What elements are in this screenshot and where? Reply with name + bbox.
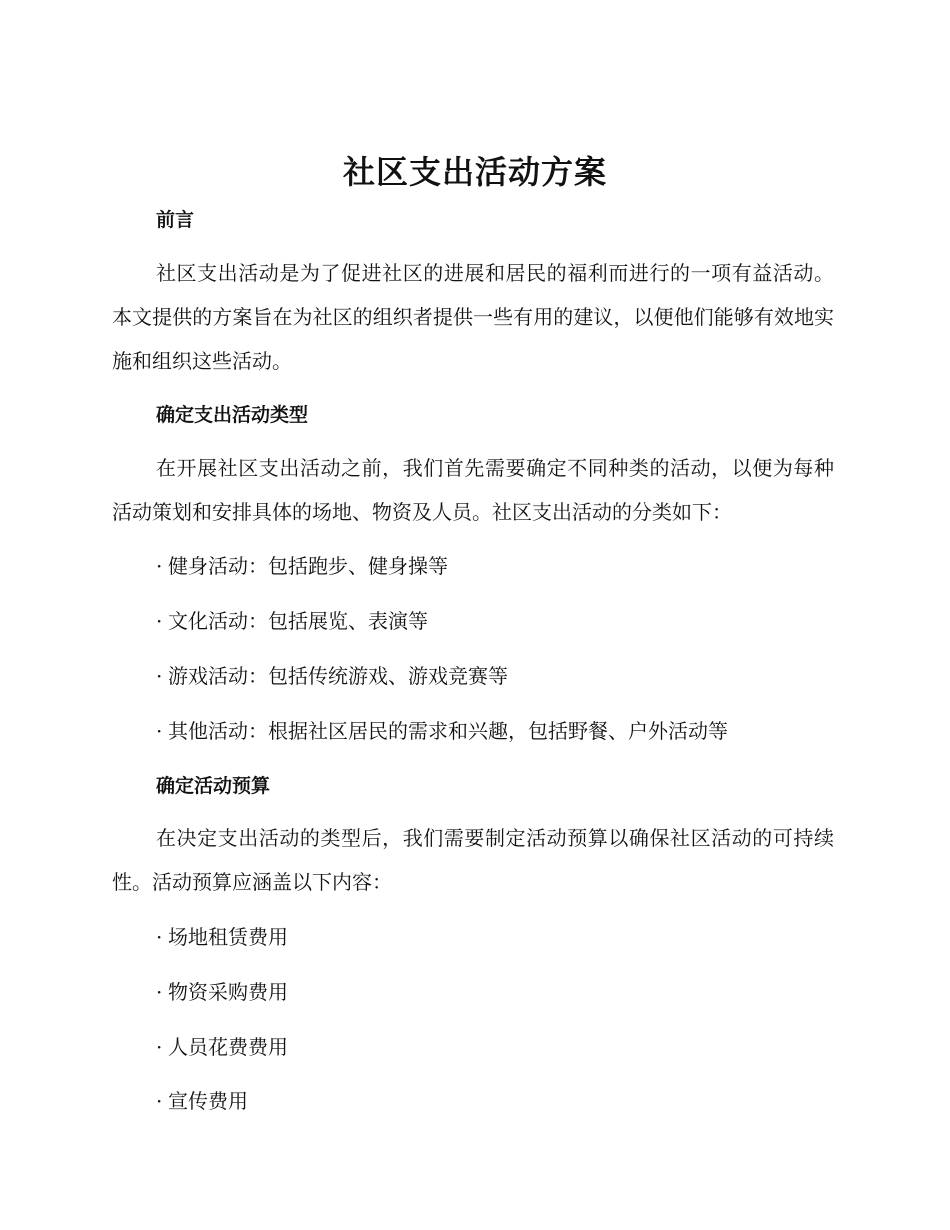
- section-heading-activity-types: 确定支出活动类型: [156, 404, 309, 426]
- bullet-glyph: ·: [156, 980, 163, 1004]
- bullet-glyph: ·: [156, 925, 163, 949]
- section-paragraph-activity-types: 在开展社区支出活动之前，我们首先需要确定不同种类的活动，以便为每种活动策划和安排具体的场地、物资及人员。社区支出活动的分类如下：: [112, 456, 834, 524]
- list-item-text: 游戏活动：包括传统游戏、游戏竞赛等: [168, 664, 508, 688]
- list-item-text: 人员花费费用: [168, 1035, 288, 1059]
- list-item-text: 文化活动：包括展览、表演等: [168, 609, 428, 633]
- list-item: [156, 1033, 288, 1061]
- list-item-text: 宣传费用: [168, 1089, 248, 1113]
- bullet-glyph: ·: [156, 1035, 163, 1059]
- list-item: [156, 978, 288, 1006]
- bullet-glyph: ·: [156, 1089, 163, 1113]
- bullet-glyph: ·: [156, 664, 163, 688]
- bullet-glyph: ·: [156, 554, 163, 578]
- list-item: [156, 923, 288, 951]
- list-item-text: 场地租赁费用: [168, 925, 288, 949]
- document-title: 社区支出活动方案: [342, 153, 607, 191]
- section-heading-preface: 前言: [156, 209, 195, 231]
- section-paragraph-budget: 在决定支出活动的类型后，我们需要制定活动预算以确保社区活动的可持续性。活动预算应涵盖以下内容：: [112, 826, 834, 894]
- list-item: [156, 607, 428, 635]
- list-item-text: 物资采购费用: [168, 980, 288, 1004]
- bullet-glyph: ·: [156, 609, 163, 633]
- list-item: [156, 662, 508, 690]
- list-item: [156, 552, 448, 580]
- bullet-glyph: ·: [156, 719, 163, 743]
- list-item: [156, 1087, 248, 1115]
- list-item-text: 其他活动：根据社区居民的需求和兴趣，包括野餐、户外活动等: [168, 719, 728, 743]
- list-item: [156, 717, 728, 745]
- list-item-text: 健身活动：包括跑步、健身操等: [168, 554, 448, 578]
- section-heading-budget: 确定活动预算: [156, 775, 271, 797]
- section-paragraph-preface: 社区支出活动是为了促进社区的进展和居民的福利而进行的一项有益活动。本文提供的方案旨在为社区的组织者提供一些有用的建议，以便他们能够有效地实施和组织这些活动。: [112, 261, 834, 373]
